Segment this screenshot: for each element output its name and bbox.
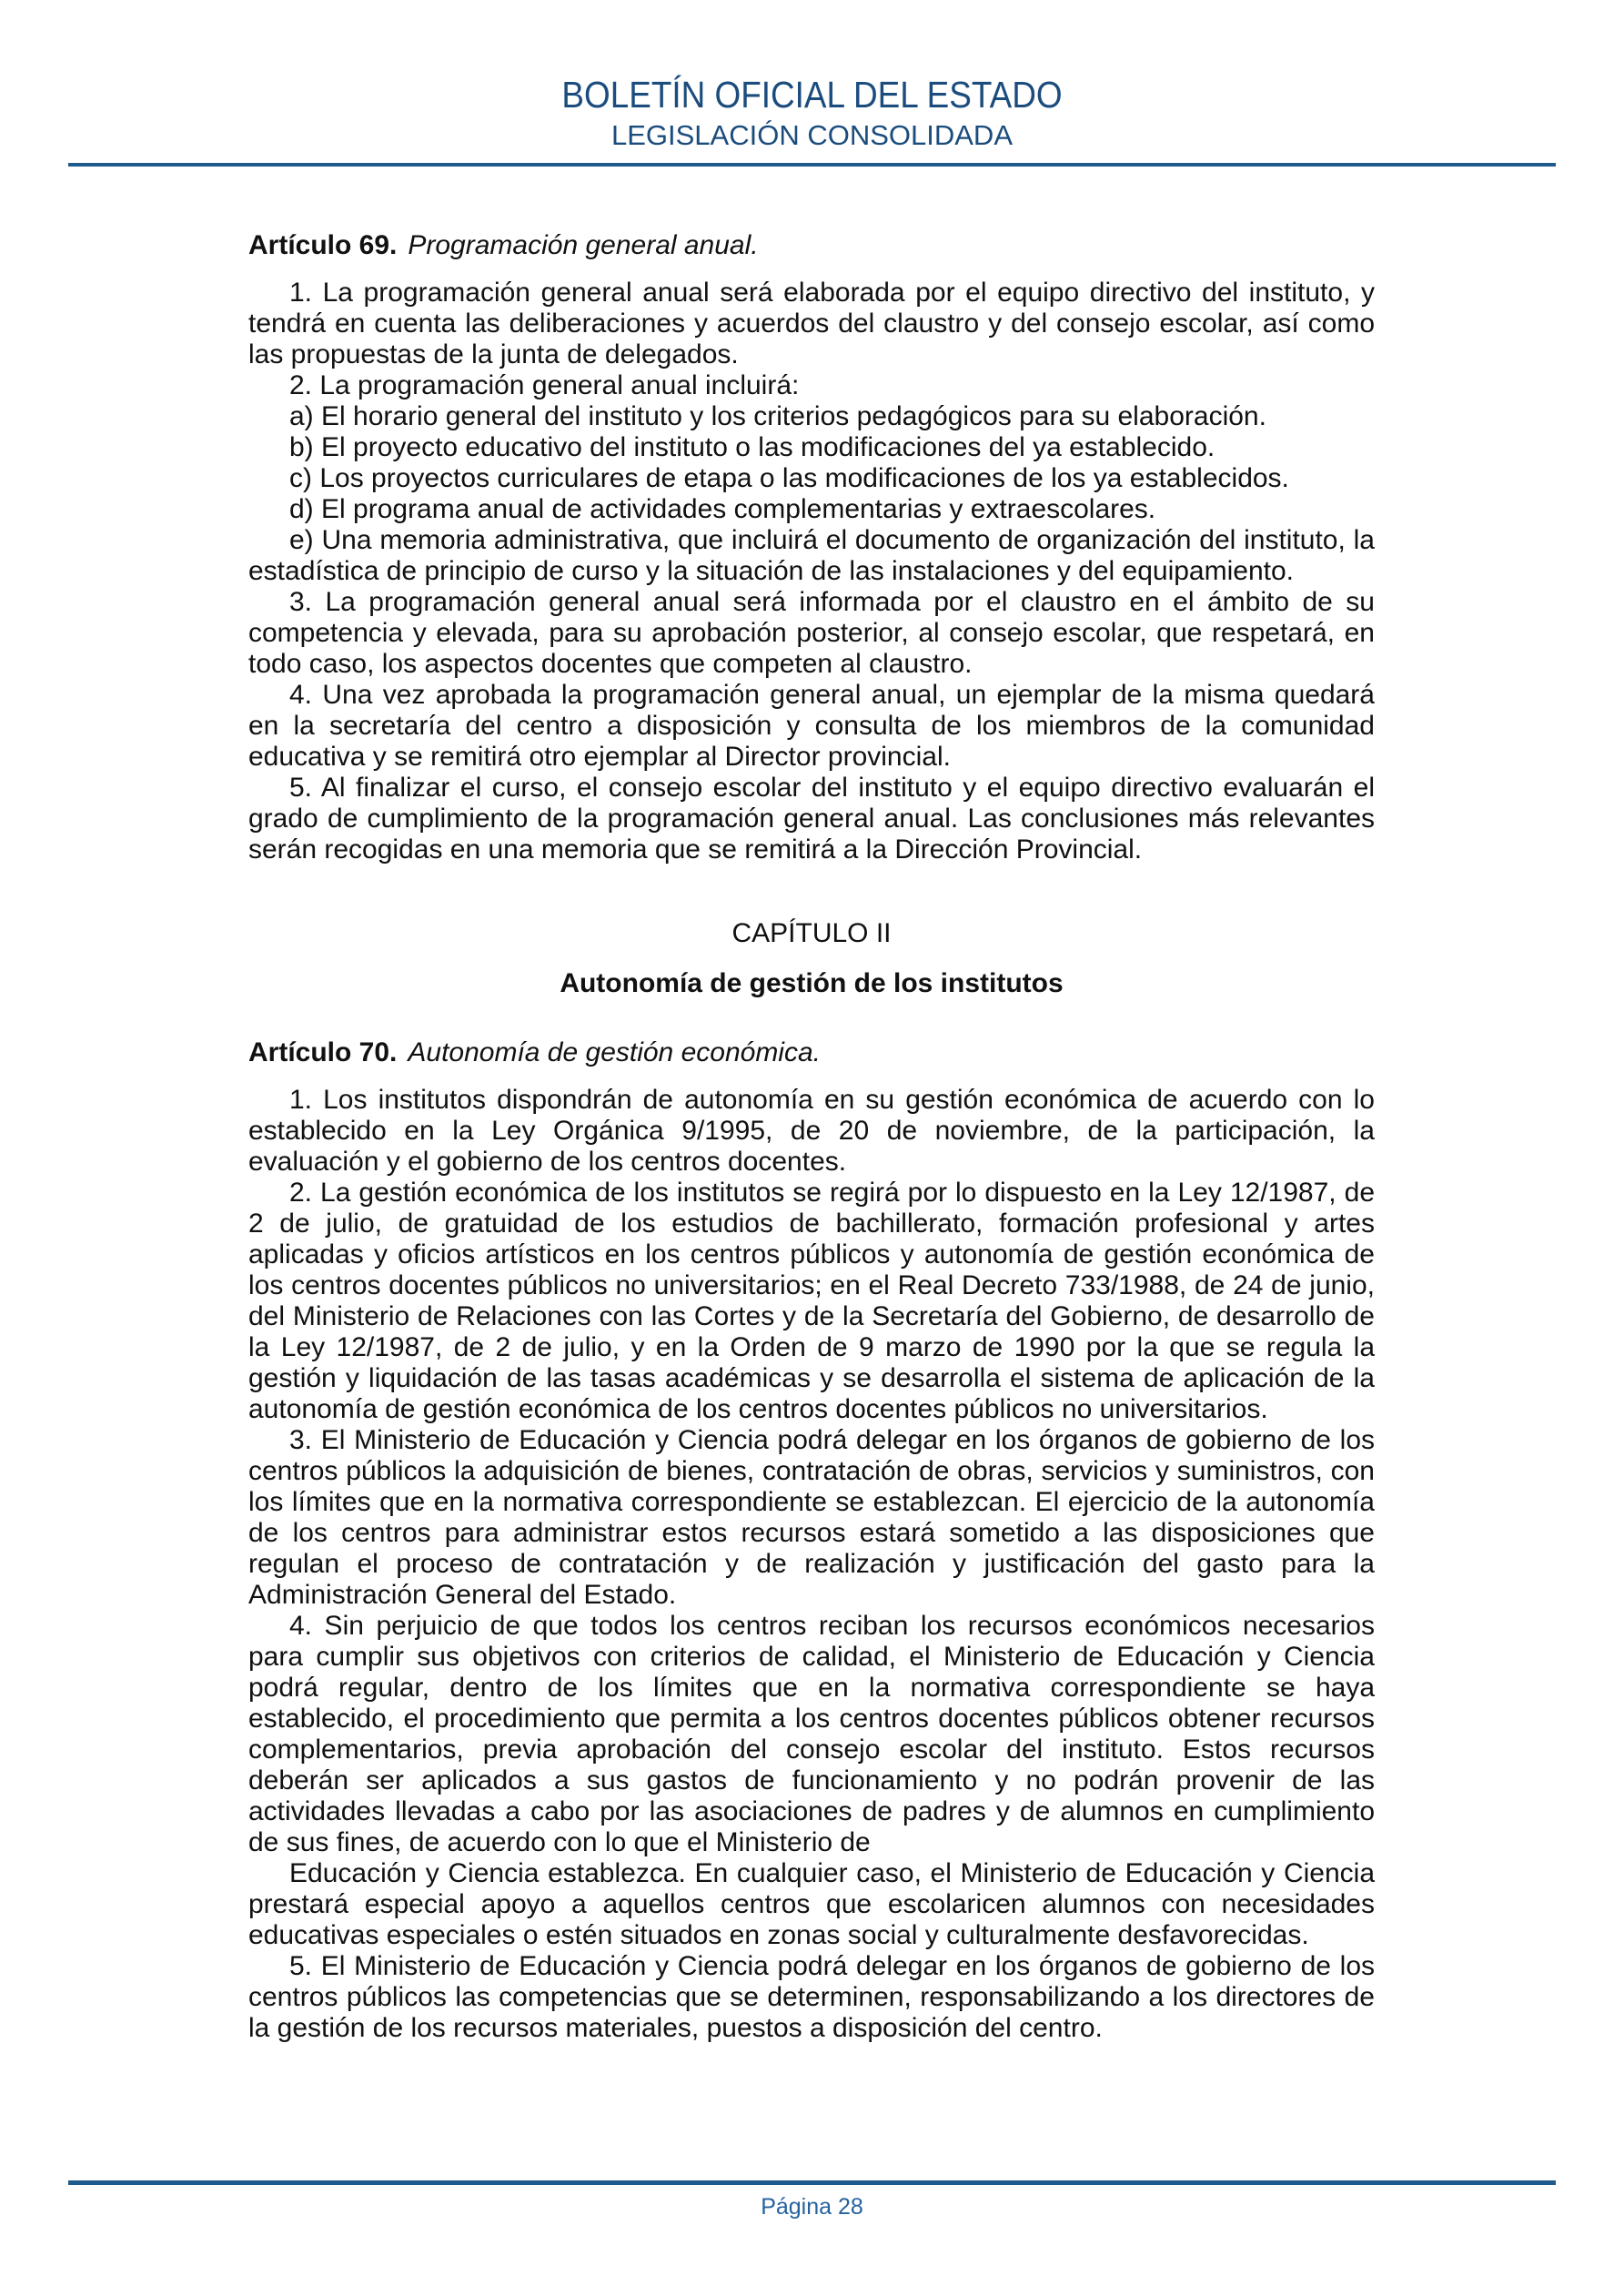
footer-rule <box>68 2180 1556 2185</box>
paragraph: 3. El Ministerio de Educación y Ciencia podrá delegar en los órganos de gobierno de los centros públicos la adquisición de bienes, contratación de obras, servicios y suministros, con los límites que en la normativa correspondiente se establezcan. El ejercicio de la autonomía de los centros para administrar estos recursos estará sometido a las disposiciones que regulan el proceso de contratación y de realización y justificación del gasto para la Administración General del Estado. <box>248 1425 1375 1610</box>
article-70-heading <box>248 1037 1375 1068</box>
paragraph: c) Los proyectos curriculares de etapa o las modificaciones de los ya establecidos. <box>289 463 1289 493</box>
paragraph: 4. Una vez aprobada la programación general anual, un ejemplar de la misma quedará en la secretaría del centro a disposición y consulta de los miembros de la comunidad educativa y se remitirá otro ejemplar al Director provincial. <box>248 680 1375 772</box>
chapter-kicker: CAPÍTULO II <box>731 918 892 948</box>
paragraph: a) El horario general del instituto y los criterios pedagógicos para su elaboración. <box>289 401 1266 431</box>
document-header <box>0 0 1624 167</box>
paragraph: 5. El Ministerio de Educación y Ciencia podrá delegar en los órganos de gobierno de los centros públicos las competencias que se determinen, responsabilizando a los directores de la gestión de los recursos materiales, puestos a disposición del centro. <box>248 1951 1375 2043</box>
paragraph: 1. Los institutos dispondrán de autonomía en su gestión económica de acuerdo con lo establecido en la Ley Orgánica 9/1995, de 20 de noviembre, de la participación, la evaluación y el gobierno de los centros docentes. <box>248 1085 1375 1177</box>
paragraph: b) El proyecto educativo del instituto o las modificaciones del ya establecido. <box>289 432 1215 462</box>
boe-title: BOLETÍN OFICIAL DEL ESTADO <box>561 74 1063 116</box>
article-70-number: Artículo 70. <box>248 1037 398 1067</box>
article-69-title: Programación general anual. <box>408 230 759 260</box>
page-number: Página 28 <box>761 2194 863 2220</box>
paragraph: 1. La programación general anual será elaborada por el equipo directivo del instituto, y tendrá en cuenta las deliberaciones y acuerdos del claustro y del consejo escolar, así como las propuestas de la junta de delegados. <box>248 278 1375 369</box>
boe-subtitle: LEGISLACIÓN CONSOLIDADA <box>610 119 1013 151</box>
paragraph: 5. Al finalizar el curso, el consejo escolar del instituto y el equipo directivo evaluarán el grado de cumplimiento de la programación general anual. Las conclusiones más relevantes serán recogidas en una memoria que se remitirá a la Dirección Provincial. <box>248 773 1375 865</box>
article-69-number: Artículo 69. <box>248 230 398 260</box>
article-70-title: Autonomía de gestión económica. <box>408 1037 821 1067</box>
paragraph: Educación y Ciencia establezca. En cualquier caso, el Ministerio de Educación y Ciencia prestará especial apoyo a aquellos centros que escolaricen alumnos con necesidades educativas especiales o estén situados en zonas social y culturalmente desfavorecidas. <box>248 1858 1375 1950</box>
header-rule <box>68 163 1556 167</box>
article-69-heading <box>248 230 1375 261</box>
paragraph: 4. Sin perjuicio de que todos los centros reciban los recursos económicos necesarios para cumplir sus objetivos con criterios de calidad, el Ministerio de Educación y Ciencia podrá regular, dentro de los límites que en la normativa correspondiente se haya establecido, el procedimiento que permita a los centros docentes públicos obtener recursos complementarios, previa aprobación del consejo escolar del instituto. Estos recursos deberán ser aplicados a sus gastos de funcionamiento y no podrán provenir de las actividades llevadas a cabo por las asociaciones de padres y de alumnos en cumplimiento de sus fines, de acuerdo con lo que el Ministerio de <box>248 1611 1375 1857</box>
paragraph: e) Una memoria administrativa, que incluirá el documento de organización del instituto, la estadística de principio de curso y la situación de las instalaciones y del equipamiento. <box>248 525 1375 586</box>
paragraph: 3. La programación general anual será informada por el claustro en el ámbito de su competencia y elevada, para su aprobación posterior, al consejo escolar, que respetará, en todo caso, los aspectos docentes que competen al claustro. <box>248 587 1375 679</box>
paragraph: 2. La programación general anual incluirá: <box>289 370 800 400</box>
paragraph: d) El programa anual de actividades complementarias y extraescolares. <box>289 494 1156 524</box>
paragraph: 2. La gestión económica de los institutos se regirá por lo dispuesto en la Ley 12/1987, de 2 de julio, de gratuidad de los estudios de bachillerato, formación profesional y artes aplicadas y oficios artísticos en los centros públicos y autonomía de gestión económica de los centros docentes públicos no universitarios; en el Real Decreto 733/1988, de 24 de junio, del Ministerio de Relaciones con las Cortes y de la Secretaría del Gobierno, de desarrollo de la Ley 12/1987, de 2 de julio, y en la Orden de 9 marzo de 1990 por la que se regula la gestión y liquidación de las tasas académicas y se desarrolla el sistema de aplicación de la autonomía de gestión económica de los centros docentes públicos no universitarios. <box>248 1178 1375 1424</box>
chapter-title: Autonomía de gestión de los institutos <box>560 968 1064 998</box>
document-body <box>248 230 1375 2044</box>
